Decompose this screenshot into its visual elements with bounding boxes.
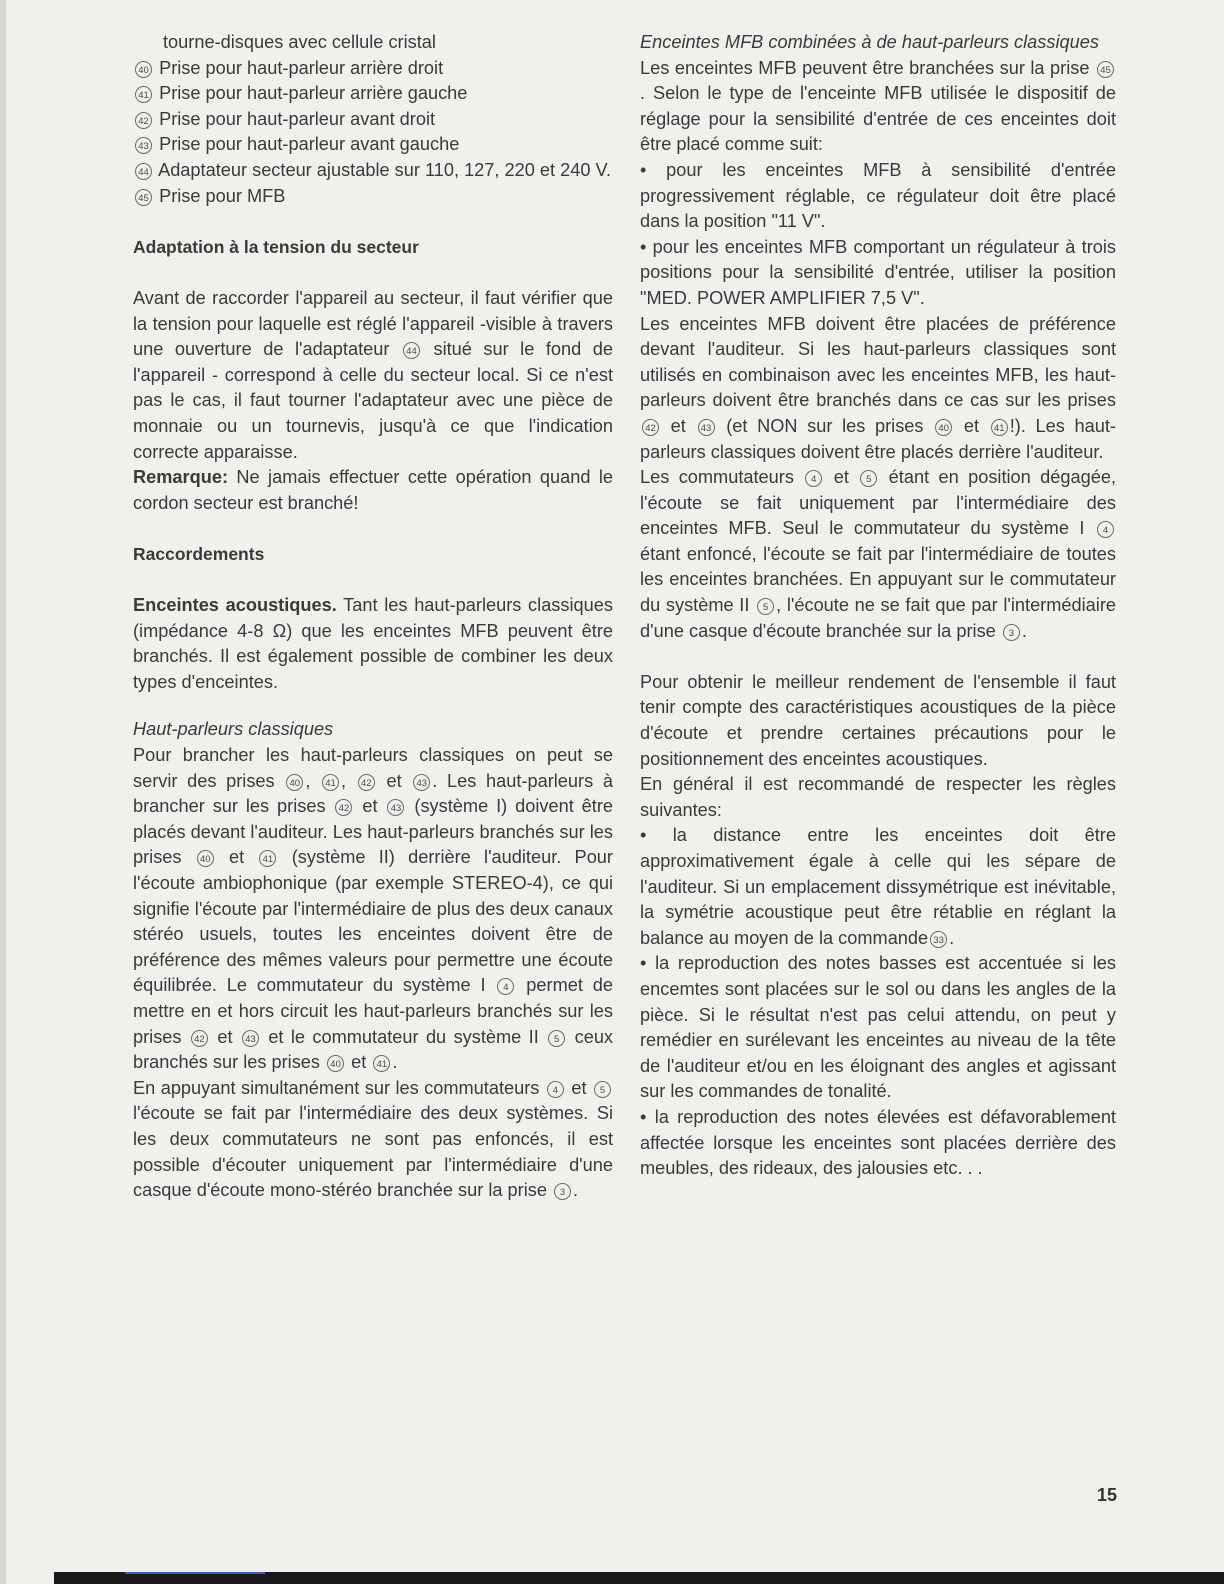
bullet-glyph: • [640, 953, 647, 974]
ref-43-icon: 43 [413, 774, 430, 791]
word-et: et [963, 415, 980, 436]
legend-text-44: Adaptateur secteur ajustable sur 110, 127, 220 et 240 V. [158, 159, 612, 180]
period: . [1021, 620, 1027, 641]
ref-4-icon: 4 [547, 1081, 564, 1098]
right-column [640, 30, 1116, 1182]
period: . [949, 927, 955, 948]
rule-distance-text: la distance entre les enceintes doit être approximativement égale à celle qui les sépare de l'auditeur. Si un emplacement dissymétrique est inévitable, la symétrie acoustique peut être rétablie en réglant la balance au moyen de la commande [640, 825, 1116, 948]
bullet-glyph: • [640, 159, 647, 180]
comma: , [341, 770, 347, 791]
period: . [432, 770, 438, 791]
paragraph-enceintes [133, 593, 613, 695]
paragraph-commutateurs [640, 465, 1116, 644]
ref-33-icon: 33 [930, 931, 947, 948]
rule-basses-text: la reproduction des notes basses est accentuée si les encemtes sont placées sur le sol ou dans les angles de la pièce. Si le résultat n'est pas celui attendu, on peut y remédier en surélevant les enceintes au niveau de la tête de l'auditeur et/ou en les éloignant des angles et agissant sur les commandes de tonalité. [640, 953, 1116, 1102]
legend-text-41: Prise pour haut-parleur arrière gauche [159, 83, 468, 104]
legend-line-40 [133, 56, 613, 82]
hp-text-b: Les haut-parleurs à brancher sur les prises [133, 770, 613, 817]
word-et: et [833, 467, 849, 488]
bullet-7v5 [640, 235, 1116, 312]
bullet-11v [640, 158, 1116, 235]
mfb-text-a: Les enceintes MFB peuvent être branchées sur la prise [640, 57, 1090, 78]
ref-44-icon: 44 [403, 342, 420, 359]
legend-text-45: Prise pour MFB [159, 185, 286, 206]
bullet-glyph: • [640, 236, 647, 257]
legend-line-42 [133, 107, 613, 133]
paragraph-tension [133, 286, 613, 465]
rule-basses [640, 951, 1116, 1105]
hp-text-a: Pour brancher les haut-parleurs classiques on peut se servir des prises [133, 745, 613, 791]
ref-4-icon: 4 [497, 978, 514, 995]
word-et: et [229, 847, 245, 868]
place-text-b: (et NON sur les prises [726, 415, 924, 436]
ref-42-icon: 42 [135, 112, 152, 129]
paragraph-remark [133, 465, 613, 516]
comm-text-d: l'écoute ne se fait que par l'intermédiaire d'une casque d'écoute branchée sur la prise [640, 595, 1116, 641]
enceintes-text: Tant les haut-parleurs classiques (impédance 4-8 Ω) que les enceintes MFB peuvent être branchés. Il est également possible de combiner les deux types d'enceintes. [133, 595, 613, 692]
comm-text-c: étant enfoncé, l'écoute se fait par l'intermédiaire de toutes les enceintes branchées. En appuyant sur le commutateur du système II [640, 543, 1116, 616]
ref-45-icon: 45 [1097, 61, 1114, 78]
ref-5-icon: 5 [594, 1081, 611, 1098]
ref-43-icon: 43 [387, 799, 404, 816]
paragraph-mfb [640, 56, 1116, 158]
ref-3-icon: 3 [1003, 624, 1020, 641]
rule-distance [640, 823, 1116, 951]
comma: , [305, 770, 311, 791]
rule-aigues-text: la reproduction des notes élevées est défavorablement affectée lorsque les enceintes sont placées derrière des meubles, des rideaux, des jalousies etc. . . [640, 1106, 1116, 1179]
ref-45-icon: 45 [135, 189, 152, 206]
ref-40-icon: 40 [935, 419, 952, 436]
exclamation: ! [1009, 415, 1015, 436]
legend-text-43: Prise pour haut-parleur avant gauche [159, 134, 460, 155]
place-text-a: Les enceintes MFB doivent être placées de préférence devant l'auditeur. Si les haut-parleurs classiques sont utilisés en combinaison avec les enceintes MFB, les haut-parleurs doivent être branchés dans ce cas sur les prises [640, 313, 1116, 411]
rule-aigues [640, 1105, 1116, 1182]
legend-text-40: Prise pour haut-parleur arrière droit [159, 57, 444, 78]
ref-41-icon: 41 [135, 86, 152, 103]
hp-text-e: permet de mettre en et hors circuit les haut-parleurs branchés sur les prises [133, 975, 613, 1047]
remark-label: Remarque: [133, 467, 229, 488]
hp-text-f: et le commutateur du système II [268, 1026, 539, 1047]
legend-text-42: Prise pour haut-parleur avant droit [159, 108, 436, 129]
word-et: et [386, 770, 402, 791]
mfb-text-b: Selon le type de l'enceinte MFB utilisée le dispositif de réglage pour la sensibilité d'entrée de ces enceintes doit être placé comme suit: [640, 83, 1116, 155]
legend-line-45 [133, 184, 613, 210]
word-et: et [571, 1077, 587, 1098]
ref-41-icon: 41 [373, 1055, 390, 1072]
heading-tension: Adaptation à la tension du secteur [133, 236, 419, 257]
ref-40-icon: 40 [286, 774, 303, 791]
page-edge [0, 0, 6, 1584]
hp-text-c: (système I) doivent être placés devant l'auditeur. Les haut-parleurs branchés sur les prises [133, 796, 614, 868]
ref-5-icon: 5 [860, 470, 877, 487]
hp-text-d: (système II) derrière l'auditeur. Pour l'écoute ambiophonique (par exemple STEREO-4), ce qui signifie l'écoute par l'intermédiaire de plus des deux canaux stéréo usuels, toutes les enceintes doivent être de préférence des mêmes valeurs pour permettre une écoute équilibrée. Le commutateur du système I [133, 847, 613, 996]
bullet-7v5-text: pour les enceintes MFB comportant un régulateur à trois positions pour la sensibilité d'entrée, utiliser la position "MED. POWER AMPLIFIER 7,5 V". [640, 236, 1117, 308]
sim-text-a: En appuyant simultanément sur les commutateurs [133, 1077, 540, 1098]
left-column [133, 30, 613, 1204]
ref-41-icon: 41 [991, 419, 1008, 436]
ref-42-icon: 42 [335, 799, 352, 816]
ref-4-icon: 4 [805, 470, 822, 487]
period: . [392, 1052, 398, 1073]
ref-40-icon: 40 [327, 1055, 344, 1072]
heading-mfb-combinees: Enceintes MFB combinées à de haut-parleurs classiques [640, 32, 1099, 52]
period: . [640, 83, 646, 104]
hp-text-g: ceux branchés sur les prises [133, 1026, 614, 1073]
word-et: et [670, 415, 686, 436]
ref-43-icon: 43 [698, 419, 715, 436]
legend-line-39-cont: tourne-disques avec cellule cristal [163, 32, 436, 52]
page-number: 15 [1097, 1485, 1118, 1505]
paragraph-placement [640, 312, 1116, 466]
place-text-c: ). Les haut-parleurs classiques doivent être placés derrière l'auditeur. [640, 415, 1116, 462]
ref-40-icon: 40 [135, 61, 152, 78]
ref-5-icon: 5 [757, 598, 774, 615]
legend-line-41 [133, 81, 613, 107]
bullet-glyph: • [640, 825, 647, 846]
ref-43-icon: 43 [242, 1030, 259, 1047]
bullet-glyph: • [640, 1106, 647, 1127]
ref-4-icon: 4 [1097, 521, 1114, 538]
legend-line-44 [133, 158, 613, 184]
word-et: et [362, 796, 378, 817]
paragraph-general: En général il est recommandé de respecter les règles suivantes: [640, 774, 1116, 820]
comma: , [776, 595, 782, 616]
bottom-underline [125, 1572, 265, 1574]
comm-text-b: étant en position dégagée, l'écoute se fait uniquement par l'intermédiaire des enceintes MFB. Seul le commutateur du système I [640, 467, 1117, 539]
legend-line-43 [133, 132, 613, 158]
word-et: et [217, 1026, 233, 1047]
comm-text-a: Les commutateurs [640, 467, 794, 488]
ref-42-icon: 42 [191, 1030, 208, 1047]
ref-5-icon: 5 [548, 1030, 565, 1047]
ref-44-icon: 44 [135, 163, 152, 180]
ref-41-icon: 41 [322, 774, 339, 791]
enceintes-label: Enceintes acoustiques. [133, 595, 337, 616]
ref-3-icon: 3 [554, 1183, 571, 1200]
paragraph-hp [133, 743, 613, 1076]
heading-raccordements: Raccordements [133, 543, 265, 564]
sim-text-b: l'écoute se fait par l'intermédiaire des deux systèmes. Si les deux commutateurs ne sont pas enfoncés, il est possible d'écouter uniquement par l'intermédiaire d'une casque d'écoute mono-stéréo branchée sur la prise [133, 1103, 613, 1201]
ref-40-icon: 40 [197, 850, 214, 867]
ref-43-icon: 43 [135, 137, 152, 154]
ref-42-icon: 42 [642, 419, 659, 436]
tension-text-b: situé sur le fond de l'appareil - correspond à celle du secteur local. Si ce n'est pas le cas, il faut tourner l'adaptateur avec une pièce de monnaie ou un tournevis, jusqu'à ce que l'indication correcte apparaisse. [133, 339, 613, 462]
ref-41-icon: 41 [259, 850, 276, 867]
ref-42-icon: 42 [358, 774, 375, 791]
remark-text: Ne jamais effectuer cette opération quand le cordon secteur est branché! [133, 467, 613, 513]
heading-hp-classiques: Haut-parleurs classiques [133, 719, 334, 740]
word-et: et [351, 1052, 367, 1073]
paragraph-rendement: Pour obtenir le meilleur rendement de l'ensemble il faut tenir compte des caractéristiques acoustiques de la pièce d'écoute et prendre certaines précautions pour le positionnement des enceintes acoustiques. [640, 671, 1116, 769]
paragraph-simultane [133, 1076, 613, 1204]
period: . [573, 1180, 579, 1201]
bullet-11v-text: pour les enceintes MFB à sensibilité d'entrée progressivement réglable, ce régulateur doit être placé dans la position "11 V". [640, 159, 1116, 232]
tension-text-a: Avant de raccorder l'appareil au secteur, il faut vérifier que la tension pour laquelle est réglé l'appareil -visible à travers une ouverture de l'adaptateur [133, 287, 613, 360]
